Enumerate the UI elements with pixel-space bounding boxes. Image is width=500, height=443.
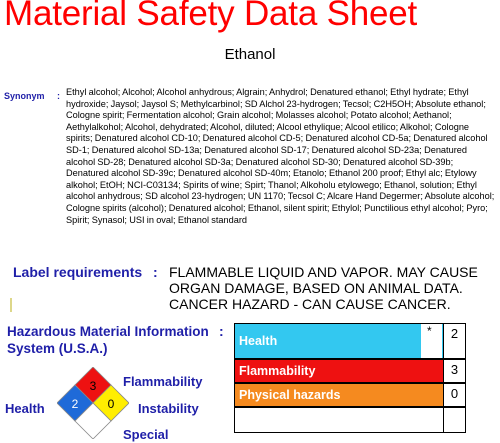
- synonym-text: Ethyl alcohol; Alcohol; Alcohol anhydrous; Algrain; Anhydrol; Denatured ethanol; Ethyl hydrate; Ethyl hydroxide; Jaysol; Jaysol S; Methylcarbinol; SD Alchol 23-hydrogen; Tecsol; C2H5OH; Absolute ethanol; Cologne spirit; Fermentation alcohol; Grain alcohol; Molasses alcohol; Potato alcohol; Aethanol; Aethylalkohol; Alcohol, dehydrated; Alcohol, diluted; Alcool ethylique; Alcool etilico; Alkohol; Cologne spirits; Denatured alcohol CD-10; Denatured alcohol CD-5; Denatured alcohol CD-5a; Denatured alcohol SD-1; Denatured alcohol SD-13a; Denatured alcohol SD-17; Denatured alcohol SD-23a; Denatured alcohol SD-28; Denatured alcohol SD-3a; Denatured alcohol SD-30; Denatured alcohol SD-39b; Denatured alcohol SD-39c; Denatured alcohol SD-40m; Etanolo; Ethanol 200 proof; Ethyl alc; Etylowy alkohol; EtOH; NCI-C03134; Spirits of wine; Spirt; Thanol; Alkoholu etylowego; Ethanol, solution; Ethyl alcohol anhydrous; SD alcohol 23-hydrogen; UN 1170; Tecsol C; Alcare Hand Degermer; Absolute alcohol; Cologne spirits (alcohol); Denatured alcohol; Ethanol, silent spirit; Ethylol; Punctilious ethyl alcohol; Pyro; Spirit; Synasol; USI in oval; Ethanol standard: [66, 87, 495, 225]
- hmis-physical-bar: [235, 384, 445, 406]
- hmis-row-ppe: [234, 407, 466, 433]
- nfpa-instability-label: Instability: [138, 401, 199, 416]
- page-title: Material Safety Data Sheet: [4, 0, 418, 33]
- hmis-ppe-value: [443, 408, 465, 432]
- hmis-flammability-label: Flammability: [239, 364, 316, 378]
- label-line: ORGAN DAMAGE, BASED ON ANIMAL DATA.: [169, 280, 463, 296]
- hmis-table: [234, 323, 466, 433]
- hmis-row-flammability: [234, 359, 466, 383]
- hmis-physical-label: Physical hazards: [239, 388, 341, 402]
- hmis-health-bar: [235, 324, 421, 358]
- hmis-health-label: Health: [239, 334, 278, 348]
- hmis-health-note: *: [427, 324, 432, 338]
- decorative-mark: [10, 298, 12, 312]
- nfpa-health-label: Health: [5, 401, 45, 416]
- chemical-name: Ethanol: [224, 46, 276, 63]
- nfpa-health-value: 2: [71, 397, 79, 411]
- hmis-colon: :: [219, 323, 224, 339]
- hmis-flammability-value: 3: [443, 360, 465, 382]
- label-requirements-heading: Label requirements: [13, 264, 143, 280]
- hmis-row-physical: [234, 383, 466, 407]
- synonym-label: Synonym: [4, 91, 45, 101]
- nfpa-flammability-label: Flammability: [123, 374, 203, 389]
- hmis-health-value: 2: [443, 324, 465, 358]
- nfpa-instability-value: 0: [107, 397, 115, 411]
- hmis-row-health: [234, 323, 466, 359]
- nfpa-diamond: [57, 367, 129, 439]
- hmis-heading: Hazardous Material Information System (U.S.A.): [7, 324, 209, 356]
- hmis-flammability-bar: [235, 360, 445, 382]
- label-requirements-colon: :: [153, 264, 158, 280]
- label-line: FLAMMABLE LIQUID AND VAPOR. MAY CAUSE: [169, 264, 478, 280]
- label-line: CANCER HAZARD - CAN CAUSE CANCER.: [169, 296, 451, 312]
- nfpa-flammability-value: 3: [89, 379, 97, 393]
- nfpa-special-label: Special: [123, 427, 169, 442]
- label-requirements-text: [169, 264, 499, 312]
- hmis-physical-value: 0: [443, 384, 465, 406]
- synonym-colon: :: [57, 91, 60, 101]
- hmis-health-note-cell: [421, 324, 442, 358]
